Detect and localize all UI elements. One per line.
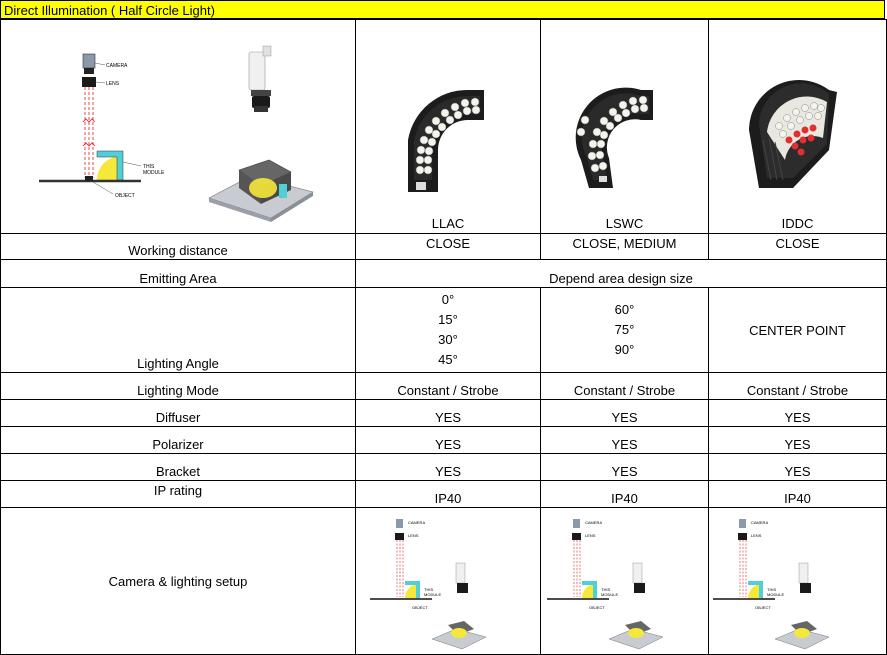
setup-thumbnail-icon: [356, 511, 540, 651]
iddc-lighting-mode: Constant / Strobe: [709, 373, 887, 400]
this-label: THIS: [143, 164, 155, 170]
lswc-cell: [541, 20, 709, 234]
llac-light-icon: [356, 20, 540, 215]
thumb-lens-label: LENS: [751, 533, 762, 538]
thumb-camera-label: CAMERA: [751, 520, 769, 525]
label-emitting-area: Emitting Area: [1, 260, 356, 288]
lswc-angle-1: 75°: [614, 322, 635, 337]
lswc-angle-0: 60°: [614, 302, 635, 317]
label-ip-rating: IP rating: [1, 481, 356, 508]
llac-bracket: YES: [356, 454, 541, 481]
row-bracket: [1, 454, 887, 481]
spec-table: [0, 19, 887, 655]
label-camera-setup: Camera & lighting setup: [1, 508, 356, 655]
llac-diffuser: YES: [356, 400, 541, 427]
label-lighting-mode: Lighting Mode: [1, 373, 356, 400]
product-name-iddc: IDDC: [781, 216, 814, 231]
camera-diagram-icon: [1, 20, 355, 233]
iddc-setup-cell: [709, 508, 887, 655]
lswc-angles: [541, 288, 709, 373]
row-lighting-mode: [1, 373, 887, 400]
thumb-this-label: THIS: [424, 587, 434, 592]
lswc-bracket: YES: [541, 454, 709, 481]
row-ip-rating: [1, 481, 887, 508]
product-name-llac: LLAC: [431, 216, 465, 231]
camera-label: CAMERA: [106, 63, 128, 69]
thumb-module-label: MODULE: [767, 592, 785, 597]
llac-cell: [356, 20, 541, 234]
lswc-lighting-mode: Constant / Strobe: [541, 373, 709, 400]
llac-angle-1: 15°: [438, 312, 458, 327]
setup-diagram-cell: [1, 20, 356, 234]
iddc-working-distance: CLOSE: [709, 234, 887, 260]
row-working-distance: [1, 234, 887, 260]
iddc-cell: [709, 20, 887, 234]
llac-setup-cell: [356, 508, 541, 655]
iddc-bracket: YES: [709, 454, 887, 481]
lens-label: LENS: [106, 81, 120, 87]
iddc-polarizer: YES: [709, 427, 887, 454]
thumb-module-label: MODULE: [424, 592, 442, 597]
row-emitting-area: [1, 260, 887, 288]
lswc-setup-cell: [541, 508, 709, 655]
module-label: MODULE: [143, 170, 165, 176]
lswc-light-icon: [541, 20, 708, 215]
thumb-camera-label: CAMERA: [408, 520, 426, 525]
lswc-diffuser: YES: [541, 400, 709, 427]
thumb-this-label: THIS: [767, 587, 777, 592]
llac-lighting-mode: Constant / Strobe: [356, 373, 541, 400]
thumb-lens-label: LENS: [408, 533, 419, 538]
iddc-ip-rating: IP40: [709, 481, 887, 508]
thumb-object-label: OBJECT: [755, 605, 771, 610]
thumb-lens-label: LENS: [585, 533, 596, 538]
row-polarizer: [1, 427, 887, 454]
iddc-diffuser: YES: [709, 400, 887, 427]
sheet-title: Direct Illumination ( Half Circle Light): [0, 0, 885, 19]
llac-angle-0: 0°: [441, 292, 455, 307]
thumb-object-label: OBJECT: [589, 605, 605, 610]
iddc-angle: CENTER POINT: [709, 288, 887, 373]
llac-polarizer: YES: [356, 427, 541, 454]
image-row: [1, 20, 887, 234]
row-lighting-angle: [1, 288, 887, 373]
object-label: OBJECT: [115, 193, 135, 199]
label-bracket: Bracket: [1, 454, 356, 481]
setup-thumbnail-icon: [709, 511, 886, 651]
llac-working-distance: CLOSE: [356, 234, 541, 260]
llac-angle-3: 45°: [438, 352, 458, 367]
label-diffuser: Diffuser: [1, 400, 356, 427]
product-name-lswc: LSWC: [605, 216, 644, 231]
lswc-working-distance: CLOSE, MEDIUM: [541, 234, 709, 260]
emitting-area-value: Depend area design size: [356, 260, 887, 288]
llac-angles: [356, 288, 541, 373]
label-polarizer: Polarizer: [1, 427, 356, 454]
llac-ip-rating: IP40: [356, 481, 541, 508]
setup-thumbnail-icon: [541, 511, 708, 651]
thumb-this-label: THIS: [601, 587, 611, 592]
lswc-ip-rating: IP40: [541, 481, 709, 508]
row-diffuser: [1, 400, 887, 427]
lswc-angle-2: 90°: [614, 342, 635, 357]
label-working-distance: Working distance: [1, 234, 356, 260]
label-lighting-angle: Lighting Angle: [1, 288, 356, 373]
thumb-camera-label: CAMERA: [585, 520, 603, 525]
iddc-light-icon: [709, 20, 886, 215]
lswc-polarizer: YES: [541, 427, 709, 454]
llac-angle-2: 30°: [438, 332, 458, 347]
thumb-object-label: OBJECT: [412, 605, 428, 610]
row-camera-setup: [1, 508, 887, 655]
thumb-module-label: MODULE: [601, 592, 619, 597]
